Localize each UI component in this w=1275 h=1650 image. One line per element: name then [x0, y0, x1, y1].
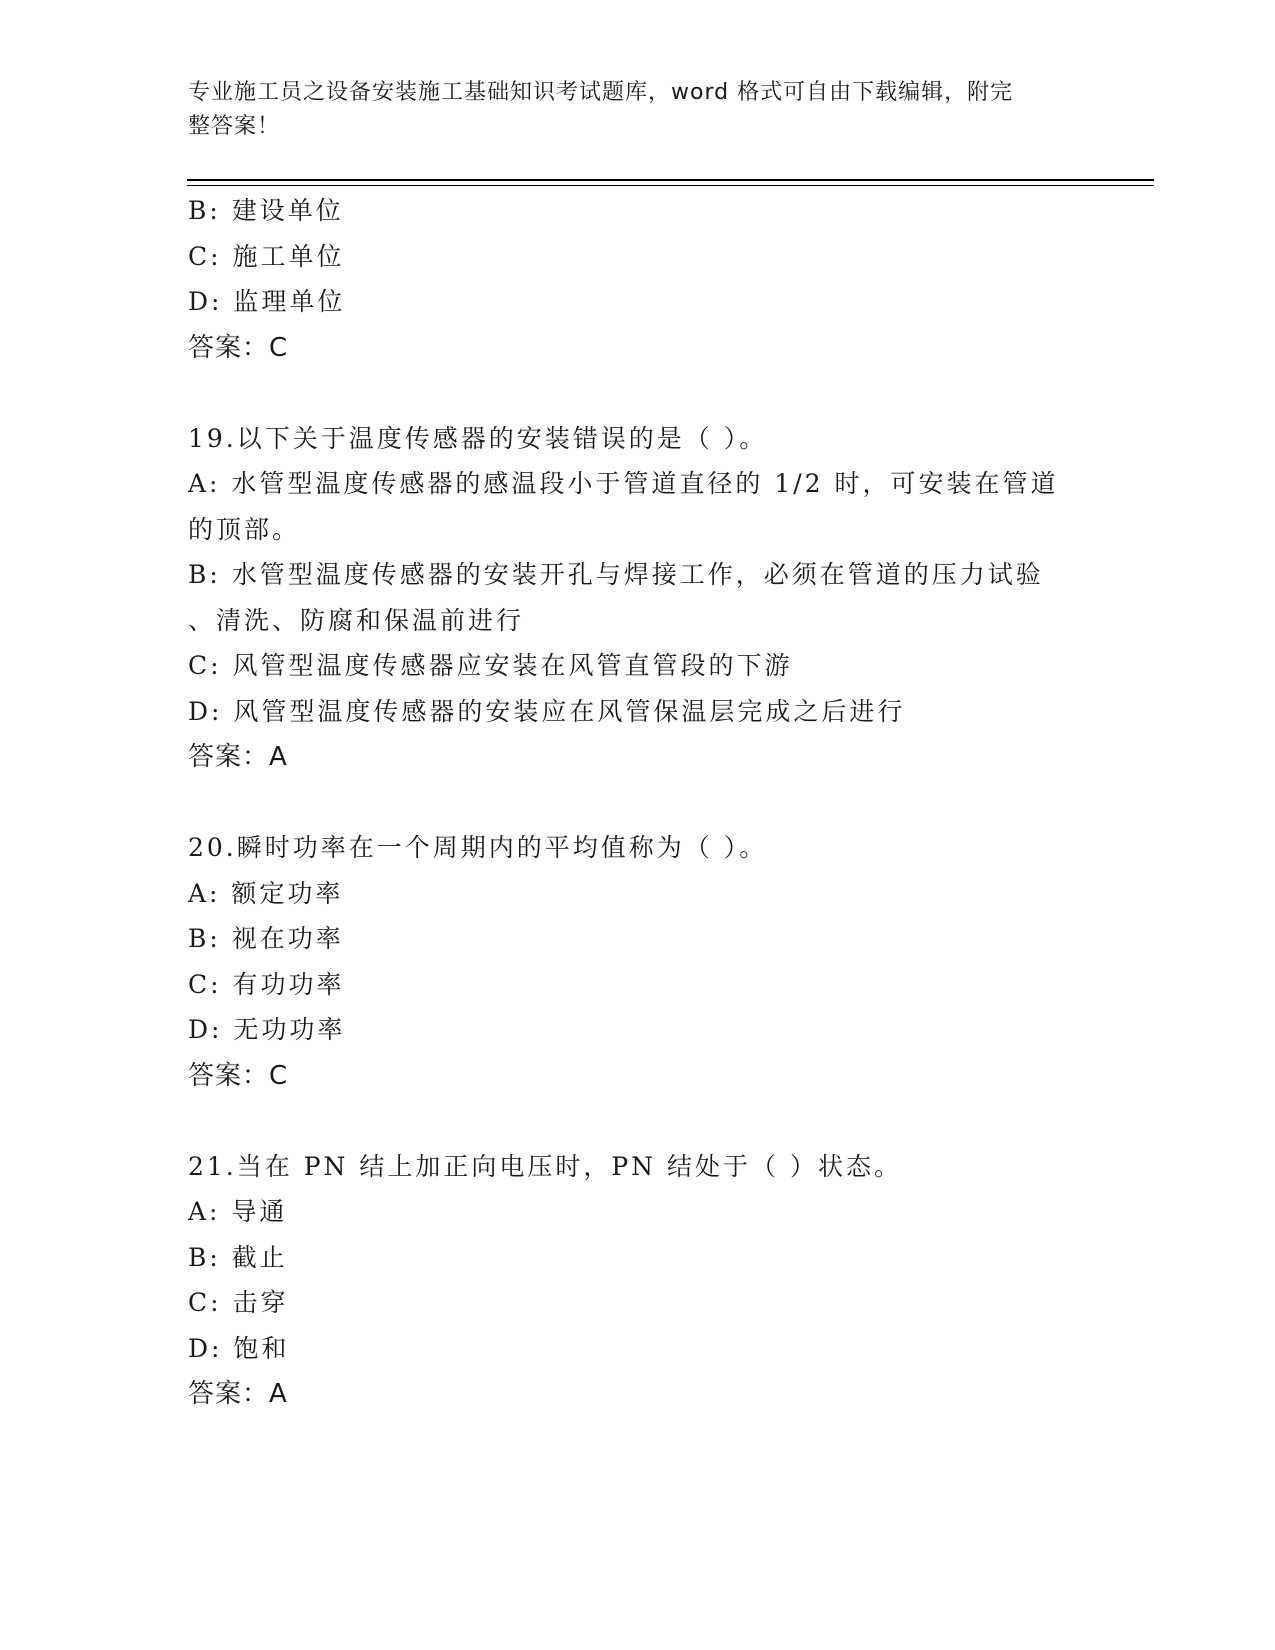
option-a: A: 导通 — [188, 1197, 288, 1226]
answer: 答案：A — [188, 742, 288, 772]
question-text: 19.以下关于温度传感器的安装错误的是（ ）。 — [188, 423, 768, 453]
option-a-continued: 的顶部。 — [188, 514, 301, 544]
option-b: B: 水管型温度传感器的安装开孔与焊接工作，必须在管道的压力试验 — [188, 560, 1044, 589]
question-21 — [188, 1144, 1088, 1419]
option-c: C: 击穿 — [188, 1288, 289, 1317]
header-line-2: 整答案！ — [188, 114, 281, 139]
header-line-1: 专业施工员之设备安装施工基础知识考试题库，word 格式可自由下载编辑，附完 — [188, 80, 1014, 105]
option-d: D: 饱和 — [188, 1333, 290, 1363]
answer: 答案：C — [188, 332, 289, 363]
option-b: B: 建设单位 — [188, 196, 344, 225]
option-a: A: 水管型温度传感器的感温段小于管道直径的 1/2 时，可安装在管道 — [188, 469, 1059, 498]
option-d: D: 无功功率 — [188, 1015, 346, 1044]
header-divider-thick — [187, 179, 1154, 181]
question-18-tail — [188, 188, 1088, 372]
option-c: C: 施工单位 — [188, 241, 345, 271]
option-c: C: 有功功率 — [188, 969, 345, 999]
header-divider-thin — [187, 185, 1154, 186]
option-d: D: 风管型温度传感器的安装应在风管保温层完成之后进行 — [188, 696, 906, 726]
option-b: B: 截止 — [188, 1242, 288, 1272]
option-b: B: 视在功率 — [188, 924, 344, 953]
spacer — [188, 781, 1088, 825]
question-text: 20.瞬时功率在一个周期内的平均值称为（ ）。 — [188, 833, 768, 862]
document-header — [188, 76, 1078, 144]
question-list — [188, 188, 1088, 1418]
option-a: A: 额定功率 — [188, 878, 344, 908]
answer: 答案：A — [188, 1379, 288, 1409]
question-20 — [188, 825, 1088, 1100]
option-c: C: 风管型温度传感器应安装在风管直管段的下游 — [188, 651, 793, 680]
option-d: D: 监理单位 — [188, 287, 346, 316]
spacer — [188, 1100, 1088, 1144]
question-text: 21.当在 PN 结上加正向电压时，PN 结处于（ ）状态。 — [188, 1151, 902, 1181]
answer: 答案：C — [188, 1060, 289, 1091]
question-19 — [188, 416, 1088, 782]
option-b-continued: 、清洗、防腐和保温前进行 — [188, 605, 525, 635]
spacer — [188, 372, 1088, 416]
